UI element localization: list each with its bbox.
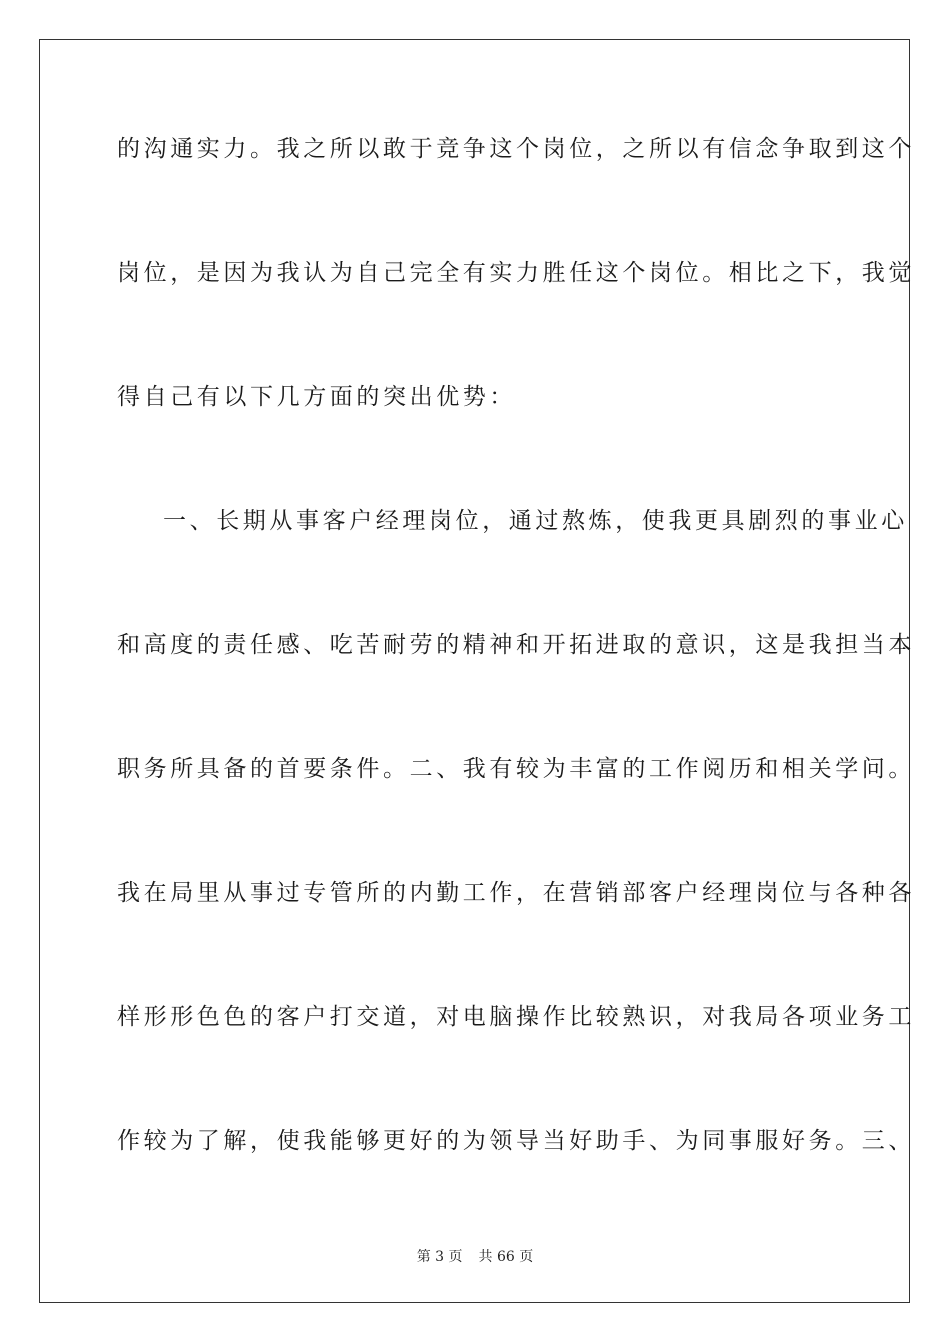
page-footer <box>0 1248 950 1266</box>
page-number: 第 3 页 <box>416 1249 463 1265</box>
body-text-line-9: 作较为了解，使我能够更好的为领导当好助手、为同事服好务。三、 <box>117 1128 915 1154</box>
page-border <box>39 39 915 1303</box>
body-text-line-4: 一、长期从事客户经理岗位，通过熬炼，使我更具剧烈的事业心 <box>163 508 908 534</box>
body-text-line-8: 样形形色色的客户打交道，对电脑操作比较熟识，对我局各项业务工 <box>117 1004 915 1030</box>
body-text-line-2: 岗位，是因为我认为自己完全有实力胜任这个岗位。相比之下，我觉 <box>117 260 915 286</box>
page-total: 共 66 页 <box>478 1249 534 1265</box>
body-text-line-7: 我在局里从事过专管所的内勤工作，在营销部客户经理岗位与各种各 <box>117 880 915 906</box>
body-text-line-6: 职务所具备的首要条件。二、我有较为丰富的工作阅历和相关学问。 <box>117 756 915 782</box>
body-text-line-1: 的沟通实力。我之所以敢于竞争这个岗位，之所以有信念争取到这个 <box>117 136 915 162</box>
body-text-line-3: 得自己有以下几方面的突出优势： <box>117 384 516 410</box>
body-text-line-5: 和高度的责任感、吃苦耐劳的精神和开拓进取的意识，这是我担当本 <box>117 632 915 658</box>
